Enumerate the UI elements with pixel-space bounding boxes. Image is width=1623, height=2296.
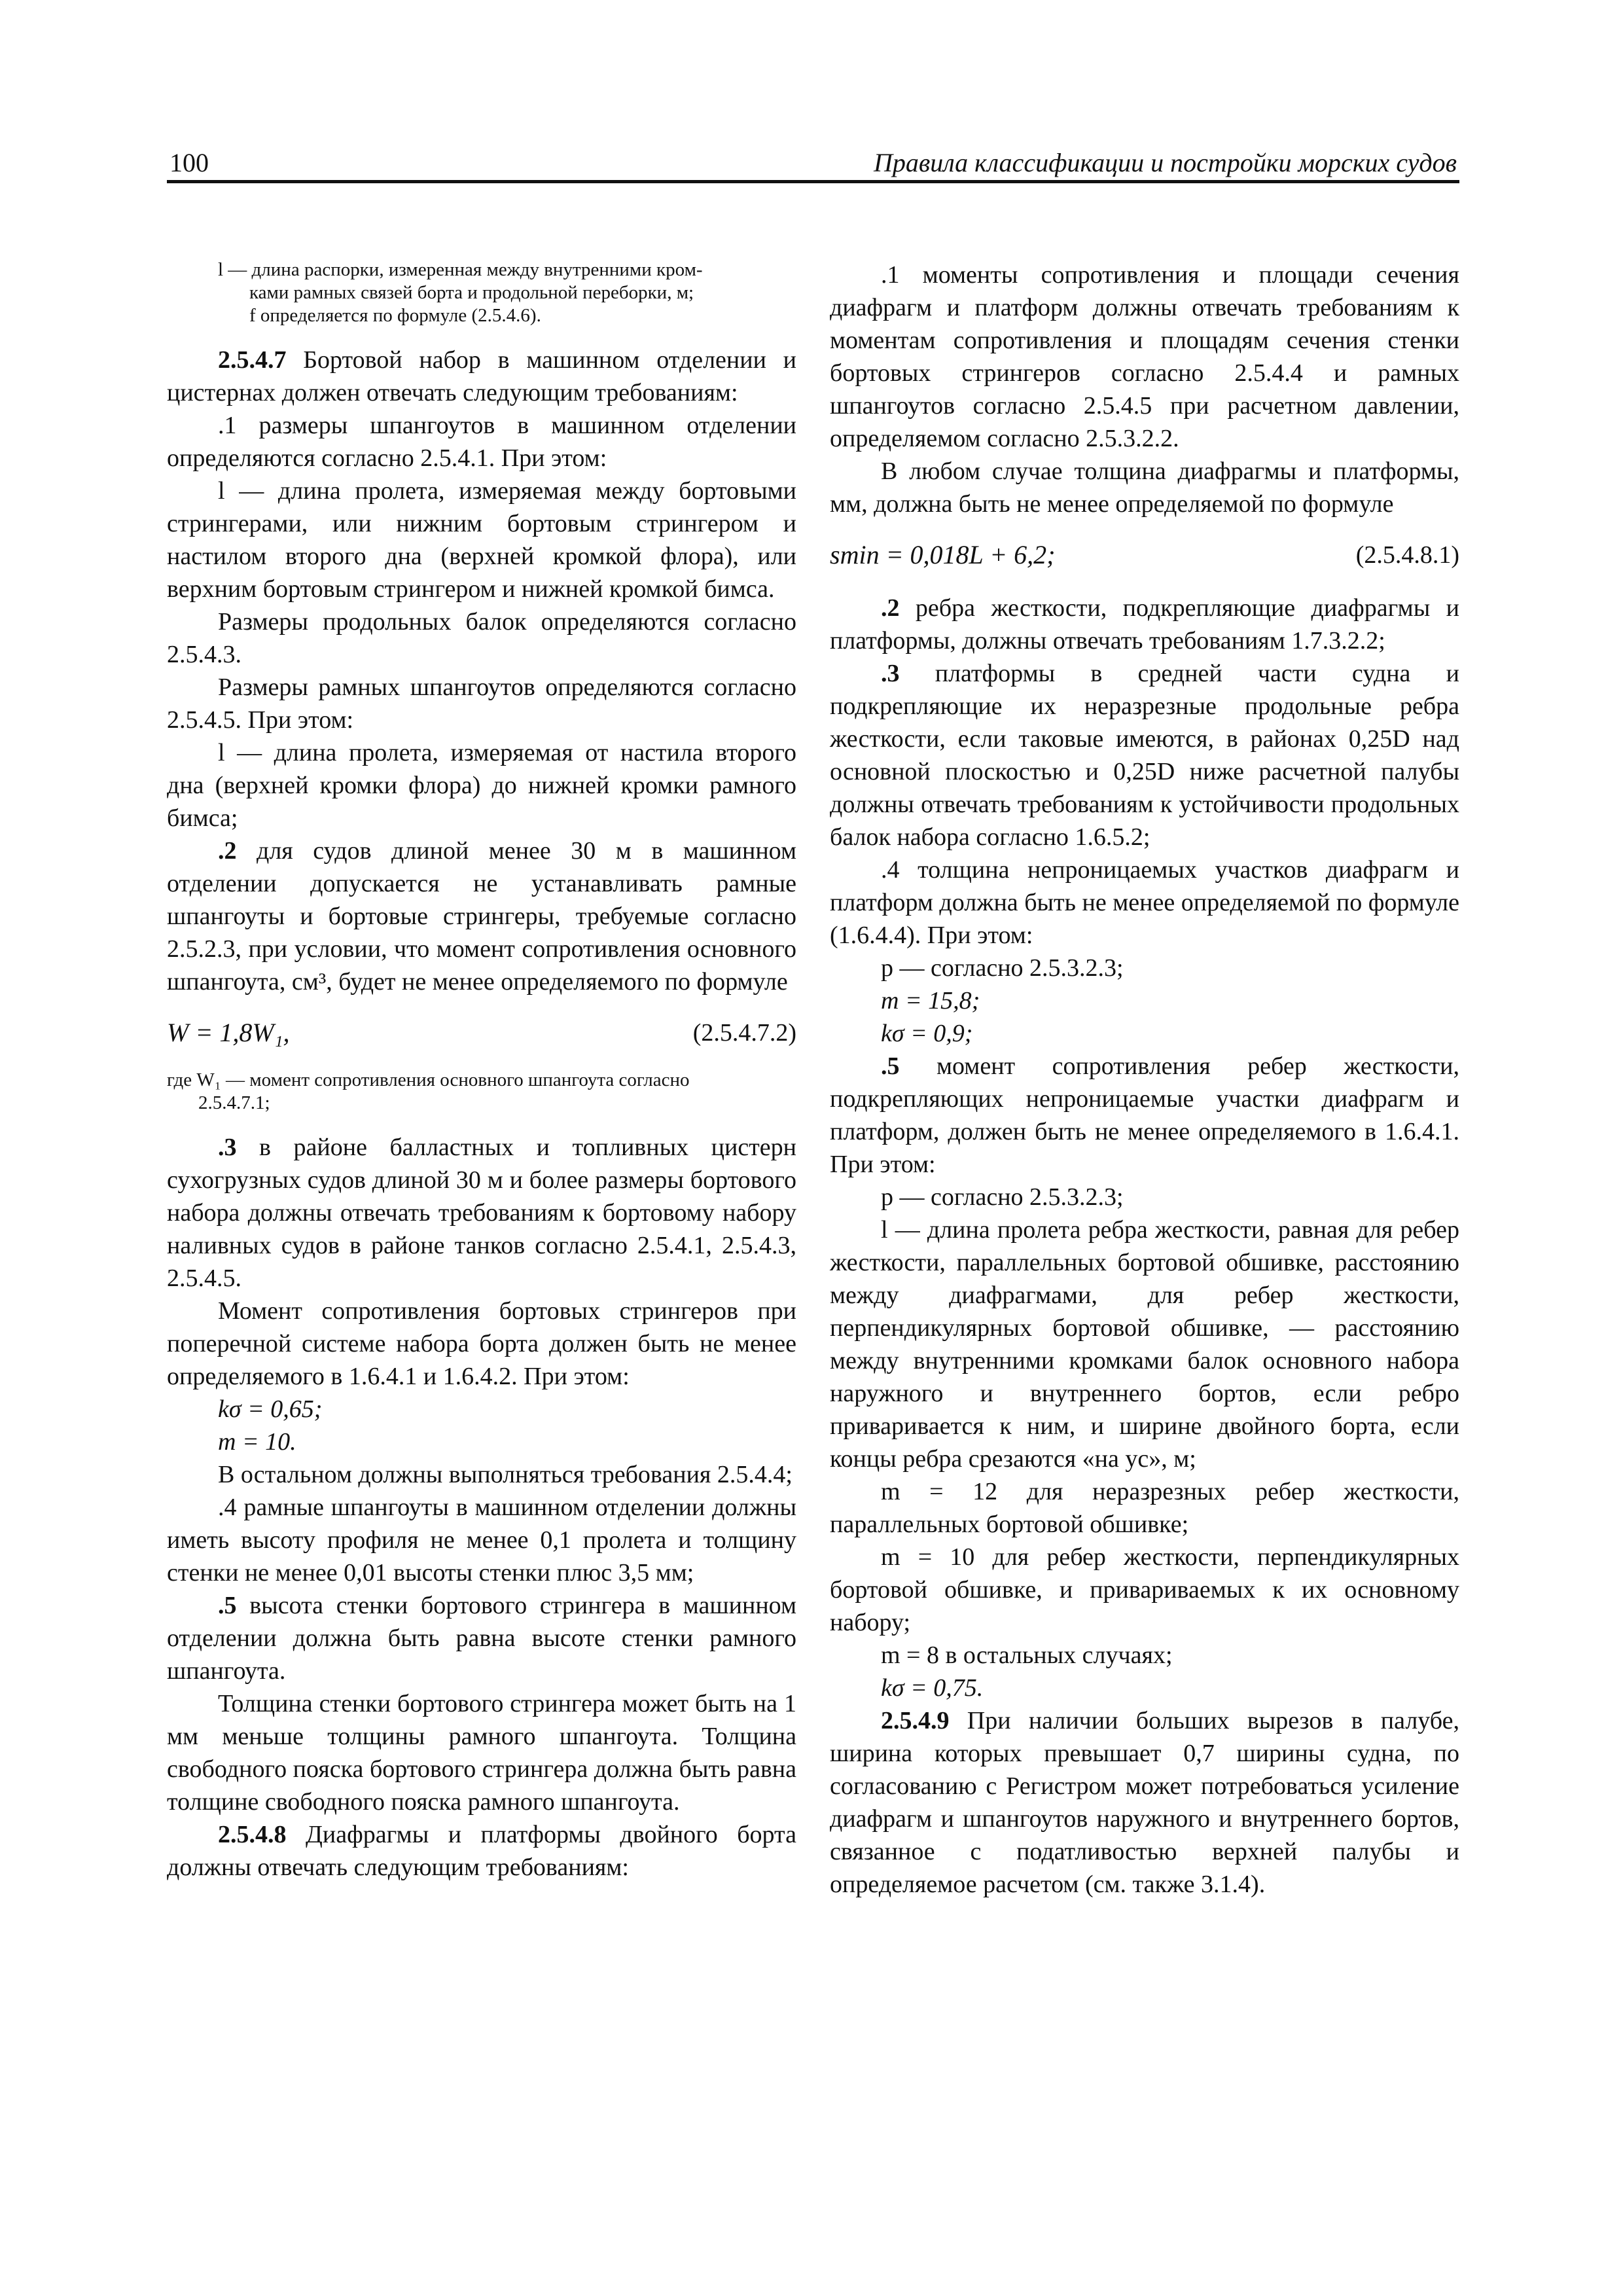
para-web-span: l — длина пролета, измеряемая от настила второго дна (верхней кромки флора) до нижней кромки рамного бимса; bbox=[167, 739, 796, 832]
para-item-1-span: l — длина пролета, измеряемая между бортовыми стрингерами, или нижним бортовым стрингером и настилом второго дна (верхней кромкой флора), или верхним бортовым стрингером и нижней кромкой бимса. bbox=[167, 477, 796, 603]
item-number: .5 bbox=[881, 1052, 900, 1080]
note-w1: где W₁ — момент сопротивления основного шпангоута согласно 2.5.4.7.1; bbox=[167, 1069, 690, 1113]
page-header bbox=[167, 141, 1459, 183]
para-min-thickness: В любом случае толщина диафрагмы и платформы, мм, должна быть не менее определяемой по формуле bbox=[830, 457, 1459, 518]
formula-reference: (2.5.4.8.1) bbox=[1355, 541, 1459, 569]
item-number: .2 bbox=[881, 594, 900, 622]
r5-m10: m = 10 для ребер жесткости, перпендикулярных бортовой обшивке, и привариваемых к их основному набору; bbox=[830, 1543, 1459, 1636]
page-number: 100 bbox=[169, 148, 209, 177]
item-number: .1 bbox=[218, 412, 237, 439]
clause-number: 2.5.4.9 bbox=[881, 1707, 950, 1734]
para-item-4: .4 рамные шпангоуты в машинном отделении должны иметь высоту профиля не менее 0,1 пролета и толщину стенки не менее 0,01 высоты стенки плюс 3,5 мм; bbox=[167, 1494, 796, 1587]
para-2-5-4-7: 2.5.4.7 Бортовой набор в машинном отделении и цистернах должен отвечать следующим требованиям: bbox=[167, 346, 796, 406]
para-rest: В остальном должны выполняться требования 2.5.4.4; bbox=[218, 1461, 793, 1488]
r4-m: m = 15,8; bbox=[881, 987, 980, 1014]
para-2-5-4-9: 2.5.4.9 При наличии больших вырезов в палубе, ширина которых превышает 0,7 ширины судна, по согласованию с Регистром может потребоваться усиление диафрагм и шпангоутов наружного и внутреннего бортов, связанное с податливостью верхней палубы и определяемое расчетом (см. также 3.1.4). bbox=[830, 1707, 1459, 1898]
para-web-frames: Размеры рамных шпангоутов определяются согласно 2.5.4.5. При этом: bbox=[167, 673, 796, 734]
para-r-item-5: .5 момент сопротивления ребер жесткости, подкрепляющих непроницаемые участки диафрагм и платформ, должен быть не менее определяемого в 1.6.4.1. При этом: bbox=[830, 1052, 1459, 1178]
formula-expression: W = 1,8W₁, bbox=[167, 1018, 290, 1047]
r5-m8: m = 8 в остальных случаях; bbox=[881, 1641, 1173, 1669]
formula-expression: smin = 0,018L + 6,2; bbox=[830, 540, 1056, 569]
coefficient-k-sigma: kσ = 0,65; bbox=[218, 1395, 323, 1423]
para-r-item-1: .1 моменты сопротивления и площади сечения диафрагм и платформ должны отвечать требованиям к моментам сопротивления и площадям сечения стенки бортовых стрингеров согласно 2.5.4.4 и рамных шпангоутов согласно 2.5.4.5 при расчетном давлении, определяемом согласно 2.5.3.2.2. bbox=[830, 261, 1459, 452]
item-number: .2 bbox=[218, 837, 237, 865]
para-web-thickness: Толщина стенки бортового стрингера может быть на 1 мм меньше толщины рамного шпангоута. Толщина свободного пояска бортового стрингера должна быть равна толщине свободного пояска рамного шпангоута. bbox=[167, 1690, 796, 1816]
para-r-item-3: .3 платформы в средней части судна и подкрепляющие их неразрезные продольные ребра жесткости, если таковые имеются, в районах 0,25D над основной плоскостью и 0,25D ниже расчетной палубы должны отвечать требованиям к устойчивости продольных балок набора согласно 1.6.5.2; bbox=[830, 660, 1459, 851]
item-number: .4 bbox=[881, 856, 900, 884]
clause-number: 2.5.4.8 bbox=[218, 1821, 287, 1848]
note-l: l — длина распорки, измеренная между внутренними кром- bbox=[218, 259, 703, 280]
formula-reference: (2.5.4.7.2) bbox=[692, 1019, 796, 1047]
para-stringer-moment: Момент сопротивления бортовых стрингеров при поперечной системе набора борта должен быть не менее определяемого в 1.6.4.1 и 1.6.4.2. При этом: bbox=[167, 1297, 796, 1390]
r4-k-sigma: kσ = 0,9; bbox=[881, 1020, 973, 1047]
r5-m12: m = 12 для неразрезных ребер жесткости, параллельных бортовой обшивке; bbox=[830, 1478, 1459, 1538]
para-item-1: .1 размеры шпангоутов в машинном отделении определяются согласно 2.5.4.1. При этом: bbox=[167, 412, 796, 472]
para-longitudinal: Размеры продольных балок определяются согласно 2.5.4.3. bbox=[167, 608, 796, 668]
item-number: .1 bbox=[881, 261, 900, 289]
formula-2-5-4-7-2 bbox=[167, 1016, 796, 1053]
coefficient-m: m = 10. bbox=[218, 1428, 296, 1456]
clause-number: 2.5.4.7 bbox=[218, 346, 287, 374]
para-r-item-2: .2 ребра жесткости, подкрепляющие диафрагмы и платформы, должны отвечать требованиям 1.7.3.2.2; bbox=[830, 594, 1459, 655]
item-number: .4 bbox=[218, 1494, 237, 1521]
left-column bbox=[167, 259, 796, 1884]
right-column bbox=[830, 259, 1459, 1901]
r4-p: p — согласно 2.5.3.2.3; bbox=[881, 954, 1124, 982]
item-number: .3 bbox=[881, 660, 900, 687]
para-item-5: .5 высота стенки бортового стрингера в машинном отделении должна быть равна высоте стенки рамного шпангоута. bbox=[167, 1592, 796, 1685]
para-item-2: .2 для судов длиной менее 30 м в машинном отделении допускается не устанавливать рамные шпангоуты и бортовые стрингеры, требуемые согласно 2.5.2.3, при условии, что момент сопротивления основного шпангоута, см³, будет не менее определяемого по формуле bbox=[167, 837, 796, 996]
r5-l: l — длина пролета ребра жесткости, равная для ребер жесткости, параллельных бортовой обшивке, расстоянию между диафрагмами, для ребер жесткости, перпендикулярных бортовой обшивке, — расстоянию между внутренними кромками балок основного набора наружного и внутреннего бортов, если ребро приваривается к ним, и ширине двойного борта, если концы ребра срезаются «на ус», м; bbox=[830, 1216, 1459, 1473]
r5-p: p — согласно 2.5.3.2.3; bbox=[881, 1183, 1124, 1211]
para-2-5-4-8: 2.5.4.8 Диафрагмы и платформы двойного борта должны отвечать следующим требованиям: bbox=[167, 1821, 796, 1881]
note-l-cont: ками рамных связей борта и продольной переборки, м; bbox=[249, 282, 694, 303]
note-definitions bbox=[167, 259, 796, 327]
item-number: .5 bbox=[218, 1592, 237, 1619]
running-title: Правила классификации и постройки морских судов bbox=[873, 148, 1457, 177]
item-number: .3 bbox=[218, 1134, 237, 1161]
note-f: f определяется по формуле (2.5.4.6). bbox=[249, 305, 541, 326]
r5-k-sigma: kσ = 0,75. bbox=[881, 1674, 984, 1702]
para-r-item-4: .4 толщина непроницаемых участков диафрагм и платформ должна быть не менее определяемой по формуле (1.6.4.4). При этом: bbox=[830, 856, 1459, 949]
para-item-3: .3 в районе балластных и топливных цистерн сухогрузных судов длиной 30 м и более размеры бортового набора должны отвечать требованиям к бортовому набору наливных судов в районе танков согласно 2.5.4.1, 2.5.4.3, 2.5.4.5. bbox=[167, 1134, 796, 1292]
formula-2-5-4-8-1 bbox=[830, 539, 1459, 575]
